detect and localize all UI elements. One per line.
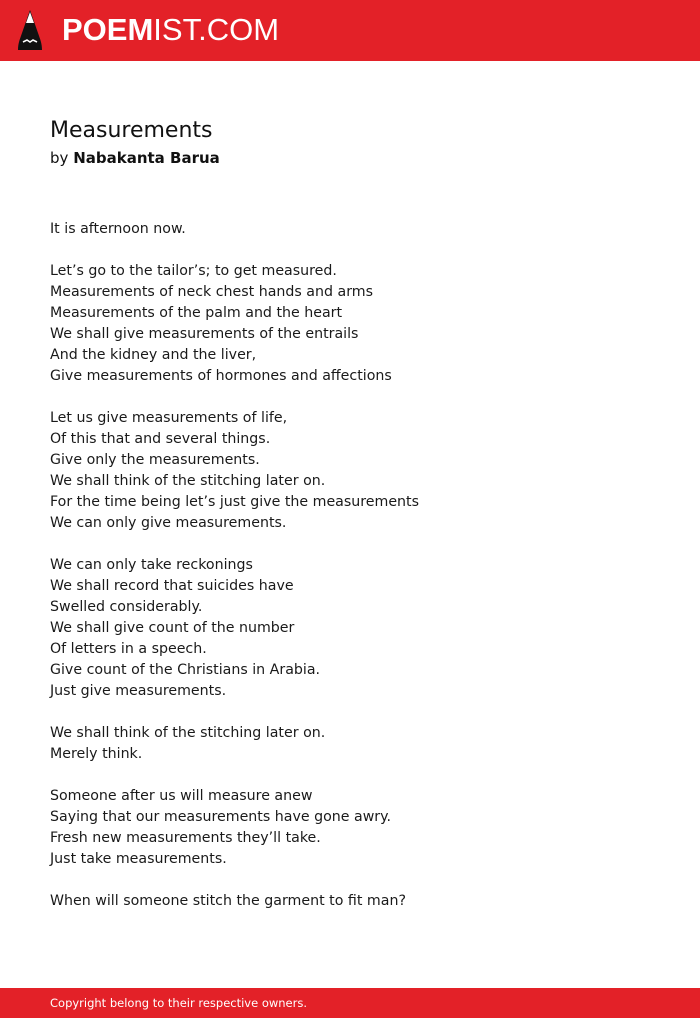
poem-line: Merely think. xyxy=(50,746,143,762)
poem-line: And the kidney and the liver, xyxy=(50,347,257,363)
poem-line: Let’s go to the tailor’s; to get measured. xyxy=(50,263,337,279)
poem-line: Of letters in a speech. xyxy=(50,641,207,657)
pencil-tip-icon xyxy=(17,9,43,51)
poem-line: We shall think of the stitching later on. xyxy=(50,725,326,741)
logo-light-text: IST.COM xyxy=(153,12,280,47)
poem-line: Of this that and several things. xyxy=(50,431,271,447)
poem-line: We can only take reckonings xyxy=(50,557,253,573)
stanza xyxy=(50,891,670,912)
poem-line: Swelled considerably. xyxy=(50,599,203,615)
poem-line: Give count of the Christians in Arabia. xyxy=(50,662,321,678)
poem-line: Fresh new measurements they’ll take. xyxy=(50,830,321,846)
poem-line: Give measurements of hormones and affections xyxy=(50,368,392,384)
poem-line: Saying that our measurements have gone awry. xyxy=(50,809,392,825)
poem-line: Let us give measurements of life, xyxy=(50,410,288,426)
site-header xyxy=(0,0,700,61)
by-label: by xyxy=(50,149,69,167)
stanza xyxy=(50,786,670,870)
copyright-text: Copyright belong to their respective owners. xyxy=(50,996,308,1010)
site-logo[interactable] xyxy=(62,12,279,48)
poem-line: Give only the measurements. xyxy=(50,452,260,468)
logo-bold-text: POEM xyxy=(62,12,154,47)
poem-line: Measurements of neck chest hands and arms xyxy=(50,284,373,300)
poem-line: We shall record that suicides have xyxy=(50,578,294,594)
poem-line: When will someone stitch the garment to fit man? xyxy=(50,893,406,909)
stanza xyxy=(50,219,670,240)
poem-line: For the time being let’s just give the measurements xyxy=(50,494,420,510)
poem-line: We shall give count of the number xyxy=(50,620,295,636)
poem-line: Just take measurements. xyxy=(50,851,227,867)
poem-line: We shall think of the stitching later on. xyxy=(50,473,326,489)
stanza xyxy=(50,261,670,387)
stanza xyxy=(50,555,670,702)
byline xyxy=(50,148,220,169)
poem-line: It is afternoon now. xyxy=(50,221,186,237)
poem-title: Measurements xyxy=(50,118,213,143)
poem-line: Someone after us will measure anew xyxy=(50,788,313,804)
stanza xyxy=(50,723,670,765)
stanza xyxy=(50,408,670,534)
poem-line: Just give measurements. xyxy=(50,683,227,699)
poem-line: Measurements of the palm and the heart xyxy=(50,305,343,321)
poem-line: We shall give measurements of the entrails xyxy=(50,326,359,342)
poem-line: We can only give measurements. xyxy=(50,515,287,531)
author-name: Nabakanta Barua xyxy=(73,149,220,167)
site-footer xyxy=(0,988,700,1018)
poem-body xyxy=(50,219,670,933)
